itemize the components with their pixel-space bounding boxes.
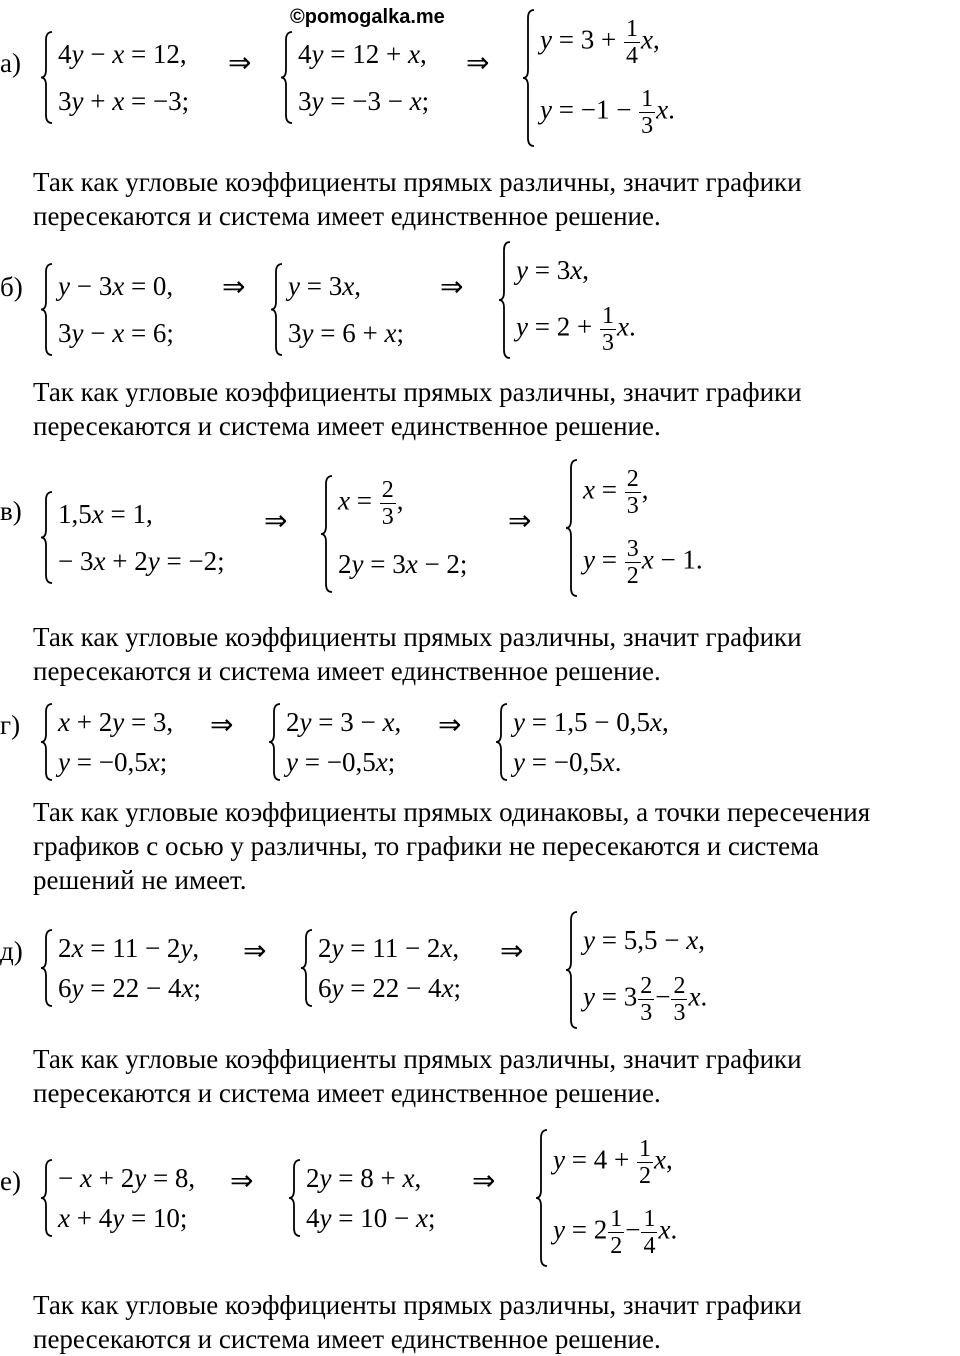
system-brace [40,1158,54,1238]
equation-line: y = −0,5x; [286,747,396,777]
fraction: $\frac{1}{3}$ [601,303,614,356]
equation-line: 2y = 8 + x, [306,1163,422,1193]
conclusion-text: Так как угловые коэффициенты прямых различны, значит графики пересекаются и система имеет единственное решение. [33,1044,802,1108]
equation-line: x + 4y = 10; [58,1203,188,1233]
system-brace [40,928,54,1008]
equation-line: y − 3x = 0, [58,270,174,301]
implies-arrow: ⇒ [438,708,462,741]
fraction: $\frac{3}{2}$ [626,536,639,589]
system-brace [522,8,536,148]
part-label: е) [0,1166,21,1196]
fraction: $\frac{2}{3}$ [673,973,686,1026]
equation-line: y = 4 + $\frac{1}{2}$ x, [553,1136,673,1189]
fraction: $\frac{2}{3}$ [626,466,639,519]
equation-line: 6y = 22 − 4x; [58,973,201,1003]
equation-line: 3y + x = −3; [58,86,190,117]
implies-arrow: ⇒ [243,934,267,967]
equation-line: 2y = 3x − 2; [338,549,468,579]
implies-arrow: ⇒ [228,46,252,79]
equation-line: 2x = 11 − 2y, [58,933,200,963]
system-brace [40,30,54,125]
implies-arrow: ⇒ [508,504,532,537]
part-label: г) [0,710,21,740]
part-label: в) [0,496,22,526]
part-label: д) [0,936,23,966]
equation-line: y = 3x, [288,270,361,301]
equation-line: − 3x + 2y = −2; [58,546,225,577]
conclusion-text: Так как угловые коэффициенты прямых различны, значит графики пересекаются и система имеет единственное решение. [33,622,802,686]
system-brace [40,702,54,782]
equation-line: 4y = 12 + x, [298,38,427,69]
equation-line: x = $\frac{2}{3}$ , [583,466,649,519]
implies-arrow: ⇒ [440,270,464,303]
equation-line: y = 2 + $\frac{1}{3}$ x. [516,303,636,356]
implies-arrow: ⇒ [210,708,234,741]
equation-line: 3y = −3 − x; [298,86,430,117]
equation-line: 4y − x = 12, [58,38,187,69]
fraction: $\frac{2}{3}$ [640,973,653,1026]
equation-line: x = $\frac{2}{3}$ , [338,477,404,530]
system-brace [280,30,294,125]
implies-arrow: ⇒ [264,504,288,537]
equation-line: 4y = 10 − x; [306,1203,436,1233]
conclusion-text: Так как угловые коэффициенты прямых различны, значит графики пересекаются и система имеет единственное решение. [33,1290,802,1354]
equation-line: 1,5x = 1, [58,498,153,529]
implies-arrow: ⇒ [500,934,524,967]
equation-line: 2y = 3 − x, [286,707,402,737]
system-brace [268,702,282,782]
system-brace [40,490,54,585]
fraction: $\frac{1}{4}$ [625,16,638,69]
implies-arrow: ⇒ [466,46,490,79]
conclusion-text: Так как угловые коэффициенты прямых различны, значит графики пересекаются и система имеет единственное решение. [33,377,802,441]
part-label: б) [0,272,23,302]
fraction: $\frac{1}{4}$ [643,1206,656,1259]
fraction: $\frac{2}{3}$ [381,477,394,530]
implies-arrow: ⇒ [472,1164,496,1197]
system-brace [565,910,579,1030]
system-brace [495,702,509,782]
system-brace [300,928,314,1008]
watermark: ©pomogalka.me [290,6,445,28]
equation-line: y = −0,5x; [58,747,168,777]
equation-line: y = −0,5x. [513,747,622,777]
conclusion-text: Так как угловые коэффициенты прямых различны, значит графики пересекаются и система имеет единственное решение. [33,167,802,231]
system-brace [270,262,284,357]
equation-line: 3y − x = 6; [58,318,174,349]
equation-line: y = −1 − $\frac{1}{3}$ x. [540,86,675,139]
part-label: а) [0,48,21,78]
equation-line: y = 1,5 − 0,5x, [513,707,669,737]
conclusion-text: Так как угловые коэффициенты прямых одинаковы, а точки пересечения графиков с осью y различны, то графики не пересекаются и система решений не имеет. [33,797,871,895]
equation-line: 3y = 6 + x; [288,318,404,349]
fraction: $\frac{1}{3}$ [641,86,654,139]
system-brace [565,458,579,598]
fraction: $\frac{1}{2}$ [638,1136,651,1189]
system-brace [288,1158,302,1238]
equation-line: y = 2 $\frac{1}{2}$ − $\frac{1}{4}$ x. [553,1206,678,1259]
equation-line: y = 3 $\frac{2}{3}$ − $\frac{2}{3}$ x. [583,973,708,1026]
equation-line: − x + 2y = 8, [58,1163,196,1193]
fraction: $\frac{1}{2}$ [610,1206,623,1259]
equation-line: y = 5,5 − x, [583,925,705,955]
implies-arrow: ⇒ [230,1164,254,1197]
equation-line: 2y = 11 − 2x, [318,933,460,963]
implies-arrow: ⇒ [222,270,246,303]
equation-line: y = $\frac{3}{2}$ x − 1. [583,536,703,589]
equation-line: y = 3x, [516,255,589,285]
system-brace [498,240,512,360]
system-brace [40,262,54,357]
system-brace [535,1128,549,1268]
equation-line: x + 2y = 3, [58,707,174,737]
equation-line: y = 3 + $\frac{1}{4}$ x, [540,16,660,69]
equation-line: 6y = 22 − 4x; [318,973,461,1003]
system-brace [320,474,334,594]
